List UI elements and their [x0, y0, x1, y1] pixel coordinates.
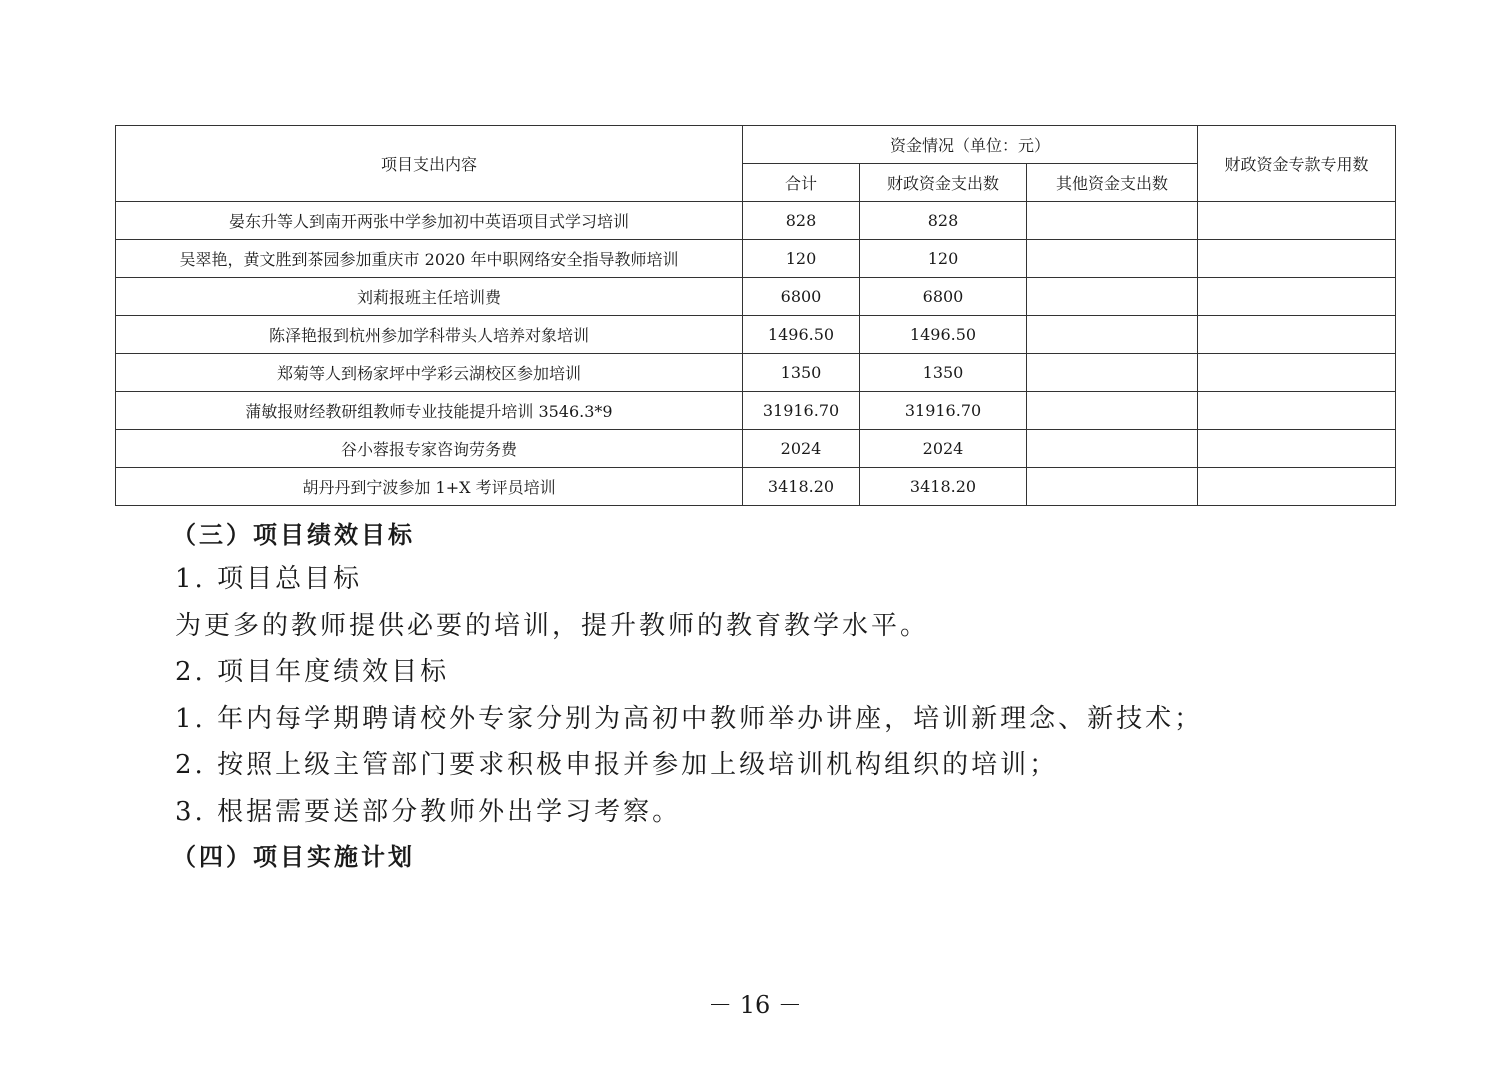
- goal-annual-title: 2. 项目年度绩效目标: [175, 657, 450, 687]
- cell-content: 陈泽艳报到杭州参加学科带头人培养对象培训: [116, 316, 743, 354]
- cell-other: [1027, 202, 1198, 240]
- header-fiscal: 财政资金支出数: [860, 164, 1027, 202]
- cell-other: [1027, 240, 1198, 278]
- goal-total-title: 1. 项目总目标: [175, 564, 363, 594]
- section-heading-performance-goals: （三）项目绩效目标: [172, 521, 415, 549]
- cell-fiscal: 3418.20: [860, 468, 1027, 506]
- cell-total: 828: [743, 202, 860, 240]
- cell-total: 31916.70: [743, 392, 860, 430]
- cell-total: 1496.50: [743, 316, 860, 354]
- table-row: [116, 392, 1396, 430]
- table-row: [116, 240, 1396, 278]
- header-funds-group: 资金情况（单位：元）: [743, 126, 1198, 164]
- cell-fiscal: 1350: [860, 354, 1027, 392]
- goal-total-text: 为更多的教师提供必要的培训，提升教师的教育教学水平。: [175, 611, 930, 641]
- cell-other: [1027, 430, 1198, 468]
- cell-fiscal: 31916.70: [860, 392, 1027, 430]
- cell-fiscal: 6800: [860, 278, 1027, 316]
- cell-special: [1198, 240, 1396, 278]
- cell-other: [1027, 316, 1198, 354]
- cell-special: [1198, 392, 1396, 430]
- cell-other: [1027, 278, 1198, 316]
- cell-total: 120: [743, 240, 860, 278]
- cell-special: [1198, 468, 1396, 506]
- header-special: 财政资金专款专用数: [1198, 126, 1396, 202]
- table-row: [116, 202, 1396, 240]
- table-row: [116, 278, 1396, 316]
- table-row: [116, 430, 1396, 468]
- budget-table: [115, 125, 1396, 506]
- cell-fiscal: 2024: [860, 430, 1027, 468]
- cell-special: [1198, 316, 1396, 354]
- annual-goal-item-2: 2. 按照上级主管部门要求积极申报并参加上级培训机构组织的培训；: [175, 750, 1059, 780]
- cell-total: 2024: [743, 430, 860, 468]
- cell-total: 3418.20: [743, 468, 860, 506]
- cell-special: [1198, 278, 1396, 316]
- annual-goal-item-3: 3. 根据需要送部分教师外出学习考察。: [175, 797, 682, 827]
- cell-special: [1198, 354, 1396, 392]
- cell-fiscal: 120: [860, 240, 1027, 278]
- header-content: 项目支出内容: [116, 126, 743, 202]
- cell-total: 1350: [743, 354, 860, 392]
- cell-content: 郑菊等人到杨家坪中学彩云湖校区参加培训: [116, 354, 743, 392]
- cell-content: 刘莉报班主任培训费: [116, 278, 743, 316]
- cell-fiscal: 828: [860, 202, 1027, 240]
- header-other: 其他资金支出数: [1027, 164, 1198, 202]
- cell-fiscal: 1496.50: [860, 316, 1027, 354]
- cell-total: 6800: [743, 278, 860, 316]
- cell-content: 谷小蓉报专家咨询劳务费: [116, 430, 743, 468]
- page-number: － 16 －: [708, 991, 802, 1019]
- table-row: [116, 354, 1396, 392]
- cell-special: [1198, 202, 1396, 240]
- cell-content: 胡丹丹到宁波参加 1+X 考评员培训: [116, 468, 743, 506]
- cell-content: 吴翠艳，黄文胜到茶园参加重庆市 2020 年中职网络安全指导教师培训: [116, 240, 743, 278]
- cell-other: [1027, 354, 1198, 392]
- table-row: [116, 468, 1396, 506]
- cell-content: 蒲敏报财经教研组教师专业技能提升培训 3546.3*9: [116, 392, 743, 430]
- annual-goal-item-1: 1. 年内每学期聘请校外专家分别为高初中教师举办讲座，培训新理念、新技术；: [175, 704, 1204, 734]
- section-heading-implementation-plan: （四）项目实施计划: [172, 843, 415, 871]
- cell-content: 晏东升等人到南开两张中学参加初中英语项目式学习培训: [116, 202, 743, 240]
- cell-other: [1027, 392, 1198, 430]
- table-row: [116, 316, 1396, 354]
- header-total: 合计: [743, 164, 860, 202]
- cell-other: [1027, 468, 1198, 506]
- cell-special: [1198, 430, 1396, 468]
